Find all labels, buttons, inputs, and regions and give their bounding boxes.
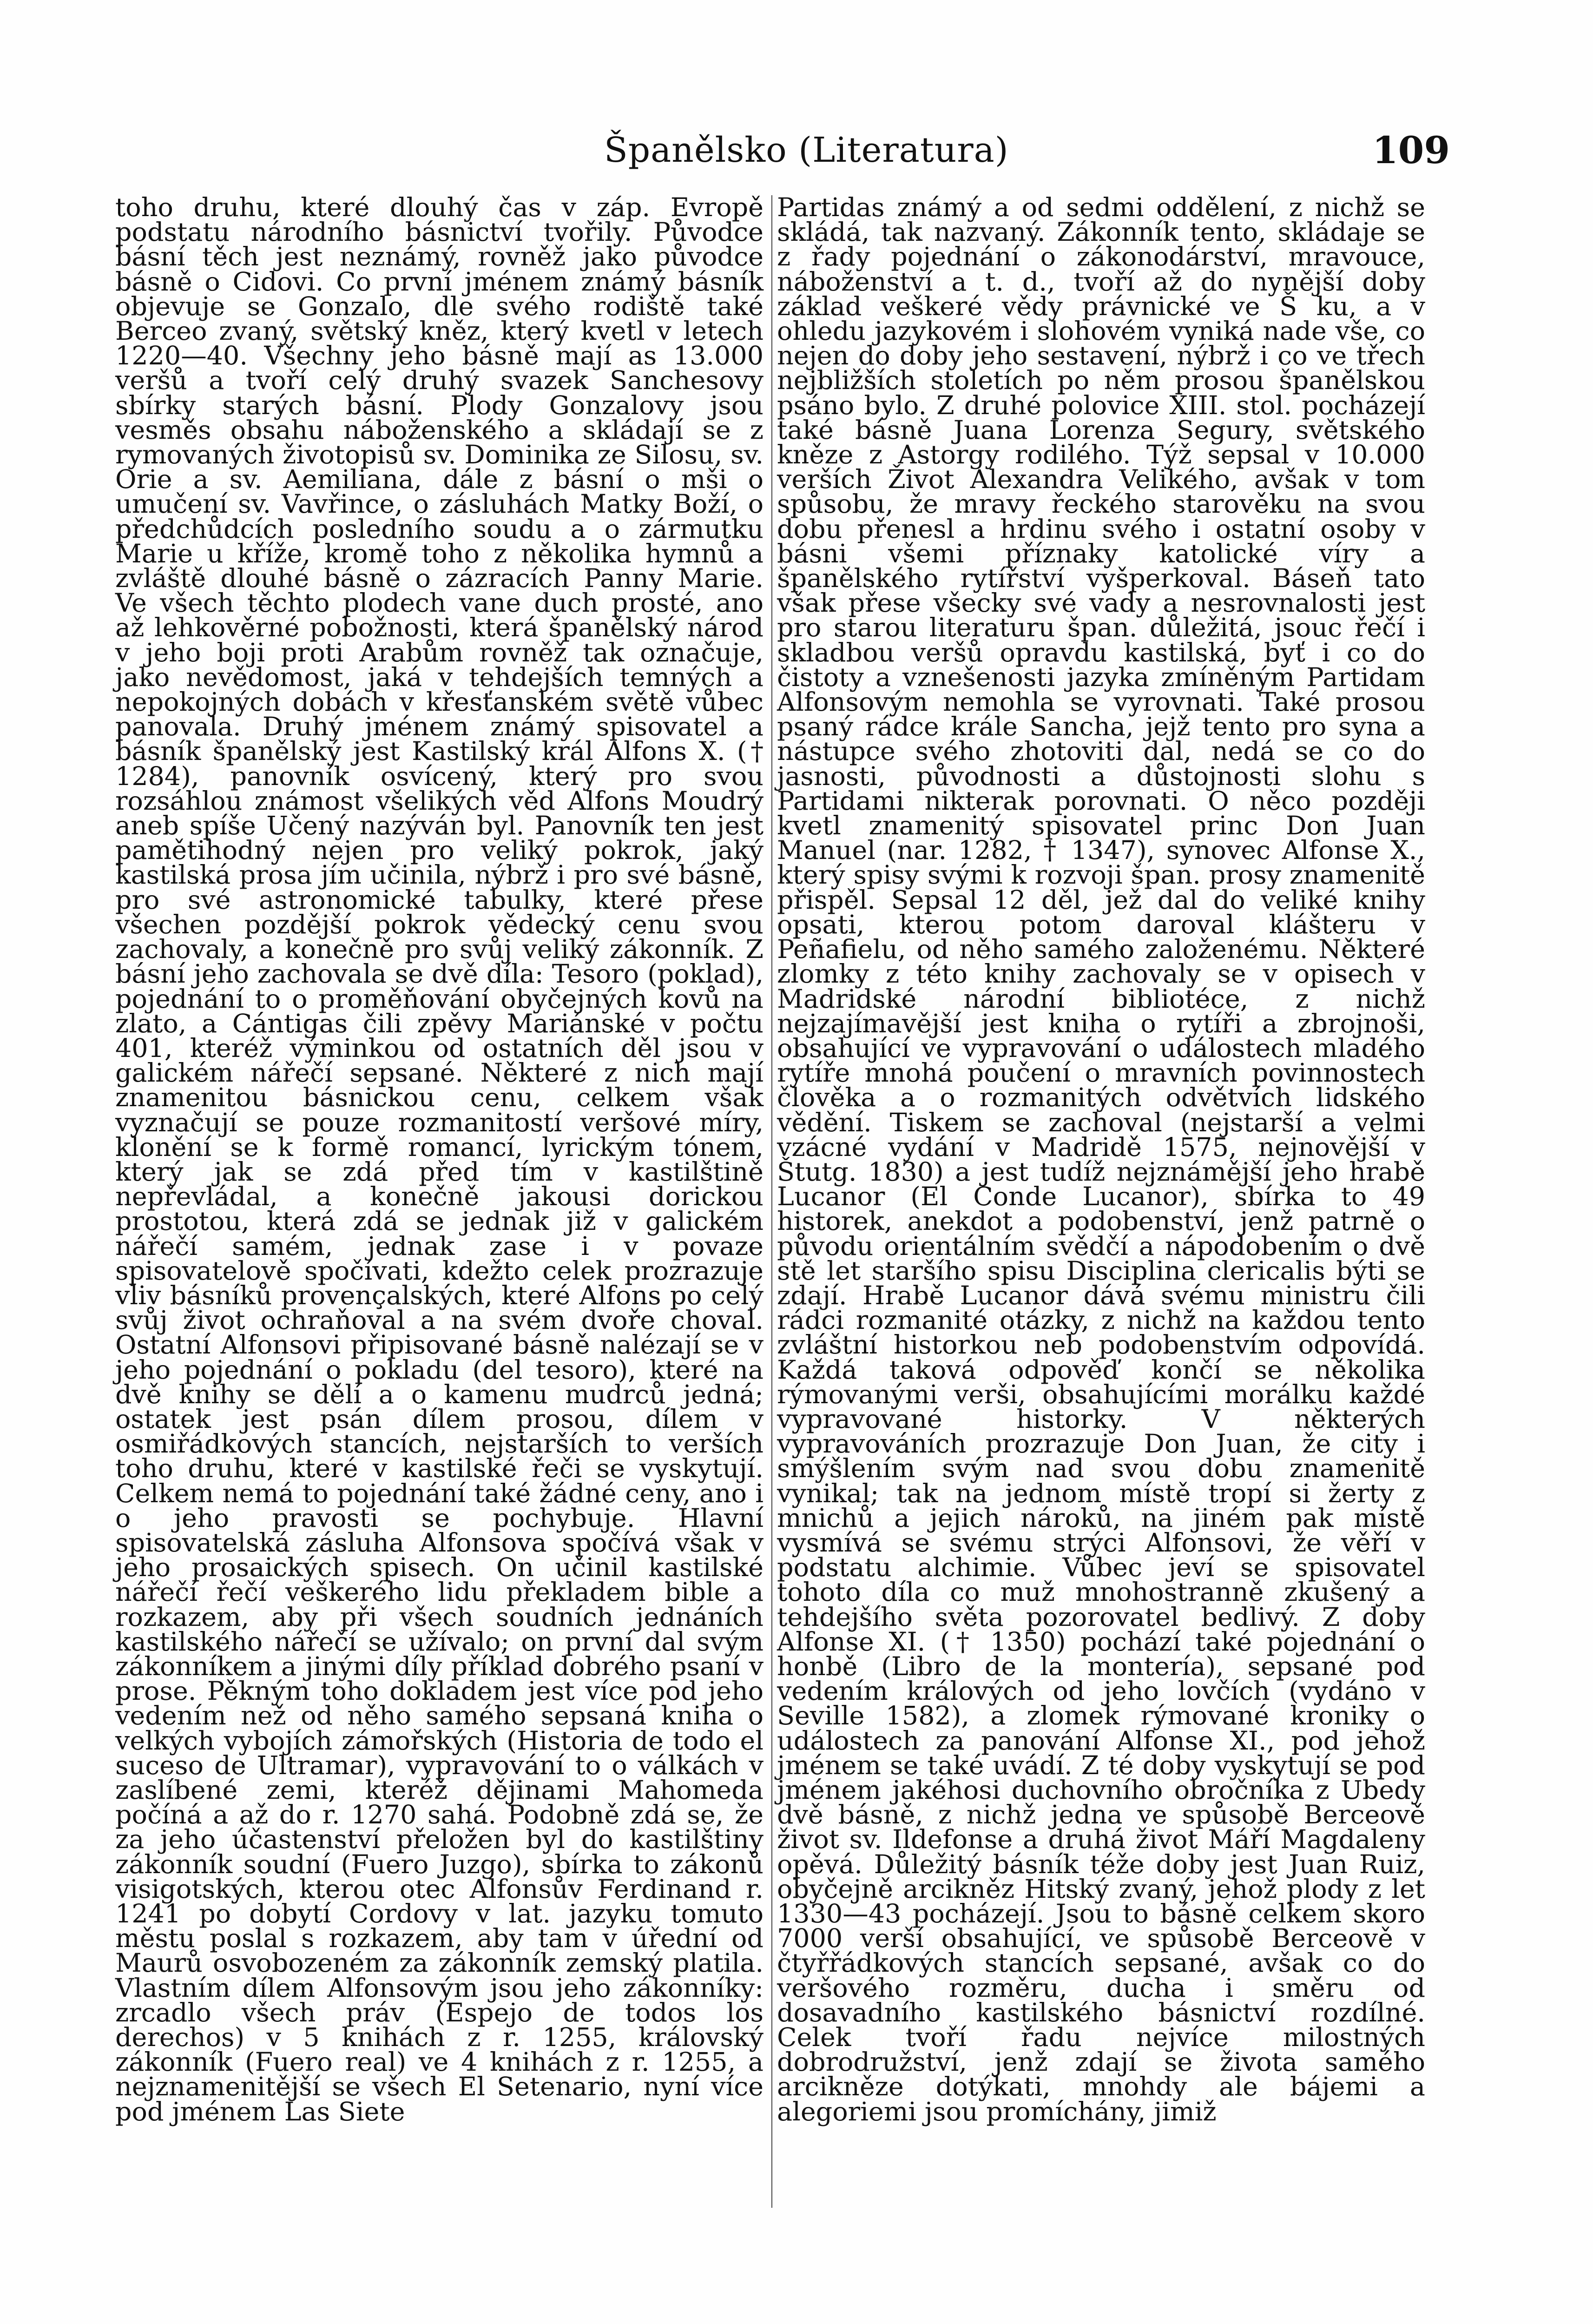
column-text: toho druhu, které dlouhý čas v záp. Evropě podstatu národního básnictví tvořily. Původce básní těch jest neznámý, rovněž jako původce básně o Cidovi. Co první jménem známý básník objevuje se Gonzalo, dle svého rodiště také Berceo zvaný, světský kněz, který kvetl v letech 1220—40. Všechny jeho básně mají as 13.000 veršů a tvoří celý druhý svazek Sanchesovy sbírky starých básní. Plody Gonzalovy jsou vesměs obsahu náboženského a skládají se z rymovaných životopisů sv. Dominika ze Silosu, sv. Orie a sv. Aemiliana, dále z básní o mši o umučení sv. Vavřince, o zásluhách Matky Boží, o předchůdcích posledního soudu a o zármutku Marie u kříže, kromě toho z několika hymnů a zvláště dlouhé básně o zázracích Panny Marie. Ve všech těchto plodech vane duch prosté, ano až lehkověrné pobožnosti, která španělský národ v jeho boji proti Arabům rovněž tak označuje, jako nevědomost, jaká v tehdejších temných a nepokojných dobách v křesťanském světě vůbec panovala. Druhý jménem známý spisovatel a básník španělský jest Kastilský král Alfons X. († 1284), panovník osvícený, který pro svou rozsáhlou známost všelikých věd Alfons Moudrý aneb spíše Učený nazýván byl. Panovník ten jest pamětihodný nejen pro veliký pokrok, jaký kastilská prosa jím učinila, nýbrž i pro své básně, pro své astronomické tabulky, které přese všechen pozdější pokrok vědecký cenu svou zachovaly, a konečně pro svůj veliký zákonník. Z básní jeho zachovala se dvě díla: Tesoro (poklad), pojednání to o proměňování obyčejných kovů na zlato, a Cántigas čili zpěvy Mariánské v počtu 401, kteréž výminkou od ostatních děl jsou v galickém nářečí sepsané. Některé z nich mají znamenitou básnickou cenu, celkem však vyznačují se pouze rozmanitostí veršové míry, klonění se k formě romancí, lyrickým tónem, který jak se zdá před tím v kastilštině nepřevládal, a konečně jakousi dorickou prostotou, která zdá se jednak již v galickém nářečí samém, jednak zase i v povaze spisovatelově spočívati, kdežto celek prozrazuje vliv básníků provençalských, které Alfons po celý svůj život ochraňoval a na svém dvoře choval. Ostatní Alfonsovi připisované básně nalézají se v jeho pojednání o pokladu (del tesoro), které na dvě knihy se dělí a o kamenu mudrců jedná; ostatek jest psán dílem prosou, dílem v osmiřádkových stancích, nejstarších to verších toho druhu, které v kastilské řeči se vyskytují. Celkem nemá to pojednání také žádné ceny, ano i o jeho pravosti se pochybuje. Hlavní spisovatelská zásluha Alfonsova spočívá však v jeho prosaických spisech. On učinil kastilské nářečí řečí veškerého lidu překladem bible a rozkazem, aby při všech soudních jednáních kastilského nářečí se užívalo; on první dal svým zákonníkem a jinými díly příklad dobrého psaní v prose. Pěkným toho dokladem jest více pod jeho vedením než od něho samého sepsaná kniha o velkých vybojích zámořských (Historia de todo el suceso de Ultramar), vypravování to o válkách v zaslíbené zemi, kteréž dějinami Mahomeda počíná a až do r. 1270 sahá. Podobně zdá se, že za jeho účastenství přeložen byl do kastilštiny zákonník soudní (Fuero Juzgo), sbírka to zákonů visigotských, kterou otec Alfonsův Ferdinand r. 1241 po dobytí Cordovy v lat. jazyku tomuto městu poslal s rozkazem, aby tam v úřední od Maurů osvobozeném za zákonník zemský platila. Vlastním dílem Alfonsovým jsou jeho zákonníky: zrcadlo všech práv (Espejo de todos los derechos) v 5 knihách z r. 1255, královský zákonník (Fuero real) ve 4 knihách z r. 1255, a nejznamenitější se všech El Setenario, nyní více pod jménem Las Siete	[115, 192, 764, 2127]
text-column-right	[777, 192, 1425, 2127]
text-column-left	[115, 192, 764, 2127]
page-number: 109	[1372, 128, 1450, 172]
running-title: Španělsko (Literatura)	[604, 130, 1009, 170]
column-text: Partidas známý a od sedmi oddělení, z nichž se skládá, tak nazvaný. Zákonník tento, skládaje se z řady pojednání o zákonodárství, mravouce, náboženství a t. d., tvoří až do nynější doby základ veškeré vědy právnické ve Š ku, a v ohledu jazykovém i slohovém vyniká nade vše, co nejen do doby jeho sestavení, nýbrž i co ve třech nejbližších stoletích po něm prosou španělskou psáno bylo. Z druhé polovice XIII. stol. pocházejí také básně Juana Lorenza Segury, světského kněze z Astorgy rodilého. Týž sepsal v 10.000 verších Život Alexandra Velikého, avšak v tom spůsobu, že mravy řeckého starověku na svou dobu přenesl a hrdinu svého i ostatní osoby v básni všemi příznaky katolické víry a španělského rytířství vyšperkoval. Báseň tato však přese všecky své vady a nesrovnalosti jest pro starou literaturu špan. důležitá, jsouc řečí i skladbou veršů opravdu kastilská, byť i co do čistoty a vznešenosti jazyka zmíněným Partidam Alfonsovým nemohla se vyrovnati. Také prosou psaný rádce krále Sancha, jejž tento pro syna a nástupce svého zhotoviti dal, nedá se co do jasnosti, původnosti a důstojnosti slohu s Partidami nikterak porovnati. O něco později kvetl znamenitý spisovatel princ Don Juan Manuel (nar. 1282, † 1347), synovec Alfonse X., který spisy svými k rozvoji špan. prosy znamenitě přispěl. Sepsal 12 děl, jež dal do veliké knihy opsati, kterou potom daroval klášteru v Peñafielu, od něho samého založenému. Některé zlomky z této knihy zachovaly se v opisech v Madridské národní bibliotéce, z nichž nejzajímavější jest kniha o rytíři a zbrojnoši, obsahující ve vypravování o událostech mladého rytíře mnohá poučení o mravních povinnostech člověka a o rozmanitých odvětvích lidského vědění. Tiskem se zachoval (nejstarší a velmi vzácné vydání v Madridě 1575, nejnovější v Štutg. 1830) a jest tudíž nejznámější jeho hrabě Lucanor (El Conde Lucanor), sbírka to 49 historek, anekdot a podobenství, jenž patrně o původu orientálním svědčí a nápodobením o dvě stě let staršího spisu Disciplina clericalis býti se zdají. Hrabě Lucanor dává svému ministru čili rádci rozmanité otázky, z nichž na každou tento zvláštní historkou neb podobenstvím odpovídá. Každá taková odpověď končí se několika rýmovanými verši, obsahujícími morálku každé vypravované historky. V některých vypravováních prozrazuje Don Juan, že city i smýšlením svým nad svou dobu znamenitě vynikal; tak na jednom místě tropí si žerty z mnichů a jejich nároků, na jiném pak místě vysmívá se svému strýci Alfonsovi, že věří v podstatu alchimie. Vůbec jeví se spisovatel tohoto díla co muž mnohostranně zkušený a tehdejšího světa pozorovatel bedlivý. Z doby Alfonse XI. († 1350) pochází také pojednání o honbě (Libro de la montería), sepsané pod vedením králových od jeho lovčích (vydáno v Seville 1582), a zlomek rýmované kroniky o událostech za panování Alfonse XI., pod jehož jménem se také uvádí. Z té doby vyskytují se pod jménem jakéhosi duchovního obročníka z Ubedy dvě básně, z nichž jedna ve spůsobě Berceově život sv. Ildefonse a druhá život Máří Magdaleny opěvá. Důležitý básník téže doby jest Juan Ruiz, obyčejně arcikněz Hitský zvaný, jehož plody z let 1330—43 pocházejí. Jsou to básně celkem skoro 7000 verší obsahující, ve spůsobě Berceově v čtyřřádkových stancích sepsané, avšak co do veršového rozměru, ducha i směru od dosavadního kastilského básnictví rozdílné. Celek tvoří řadu nejvíce milostných dobrodružství, jenž zdají se života samého arcikněze dotýkati, mnohdy ale bájemi a alegoriemi jsou promíchány, jimiž	[777, 192, 1425, 2127]
page-header	[112, 125, 1450, 181]
column-divider	[771, 195, 772, 2208]
